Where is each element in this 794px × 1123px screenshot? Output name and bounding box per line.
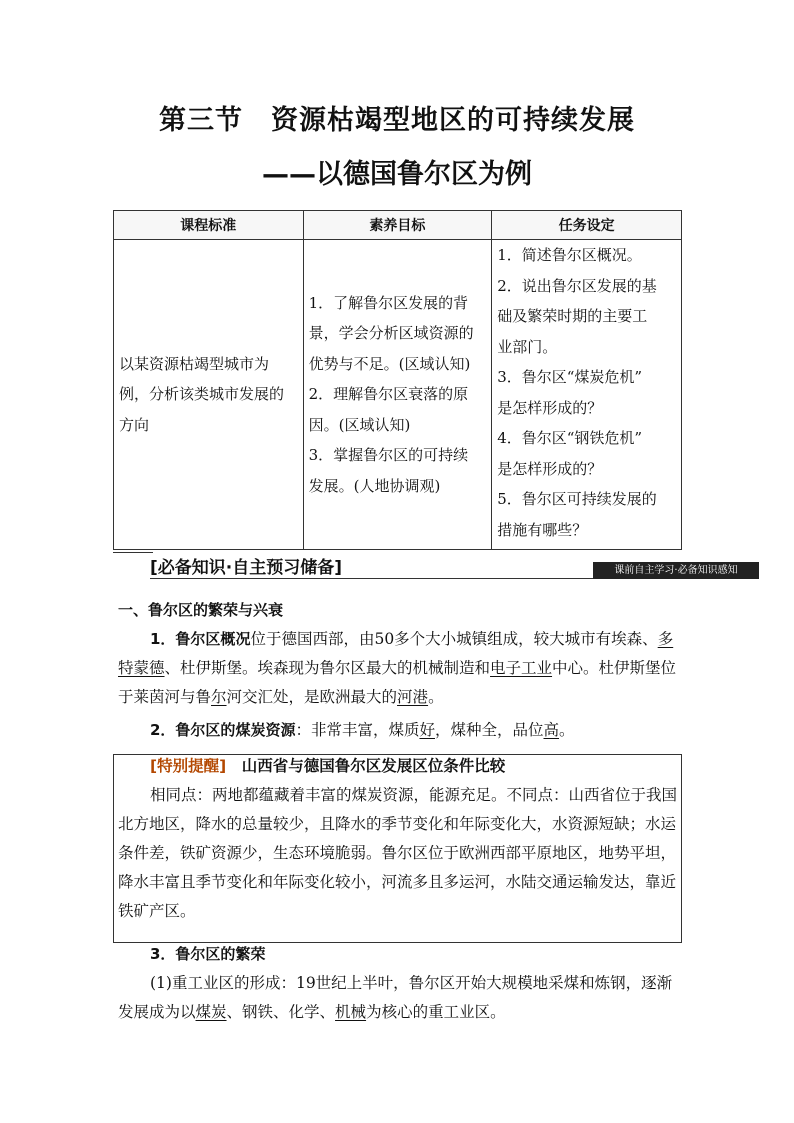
cell-line: 业部门。 xyxy=(497,337,558,356)
cell-line: 3．鲁尔区“煤炭危机” xyxy=(497,368,643,386)
underlined-term: 高 xyxy=(543,721,560,739)
cell-line: 5．鲁尔区可持续发展的 xyxy=(497,490,657,508)
tip-heading-line xyxy=(150,752,678,781)
table-header-row xyxy=(114,211,682,240)
cell-line: 方向 xyxy=(119,415,150,434)
para-text: 。 xyxy=(428,688,444,706)
underlined-term: 电子工业 xyxy=(490,659,553,677)
paragraph-heavy-industry xyxy=(118,969,680,1027)
header-tasks: 任务设定 xyxy=(492,211,682,240)
heading-prosperity: 一、鲁尔区的繁荣与兴衰 xyxy=(118,601,284,619)
cell-line: 4．鲁尔区“钢铁危机” xyxy=(497,429,643,447)
cell-line: 以某资源枯竭型城市为 xyxy=(119,354,270,373)
para-text: ，煤种全，品位 xyxy=(434,721,544,739)
underlined-term: 河港 xyxy=(397,688,429,706)
table-row xyxy=(114,240,682,550)
section-title: [必备知识·自主预习储备] xyxy=(150,558,342,578)
curriculum-table xyxy=(113,210,682,550)
header-standard: 课程标准 xyxy=(114,211,304,240)
para-text: 位于德国西部，由50多个大小城镇组成，较大城市有埃森、 xyxy=(250,630,658,648)
page-subtitle: ——以德国鲁尔区为例 xyxy=(262,159,532,190)
cell-line: 2．说出鲁尔区发展的基 xyxy=(497,276,657,295)
underlined-term: 机械 xyxy=(335,1003,367,1021)
page-title: 第三节 资源枯竭型地区的可持续发展 xyxy=(159,105,635,136)
cell-tasks xyxy=(492,240,682,550)
para-text: 河交汇处，是欧洲最大的 xyxy=(226,688,398,706)
cell-line: 因。(区域认知) xyxy=(308,415,411,434)
cell-line: 优势与不足。(区域认知) xyxy=(308,354,471,373)
para-text: 。 xyxy=(559,721,575,739)
para-text: 为核心的重工业区。 xyxy=(366,1003,506,1021)
cell-line: 发展。(人地协调观) xyxy=(308,476,441,495)
para-label: 1．鲁尔区概况 xyxy=(150,630,251,648)
tip-body: 相同点：两地都蕴藏着丰富的煤炭资源，能源充足。不同点：山西省位于我国北方地区，降水的总量较少，且降水的季节变化和年际变化大，水资源短缺；水运条件差，铁矿资源少，生态环境脆弱。鲁尔区位于欧洲西部平原地区，地势平坦，降水丰富且季节变化和年际变化较小，河流多且多运河，水陆交通运输发达，靠近铁矿产区。 xyxy=(118,786,678,920)
underlined-term: 多特蒙德 xyxy=(118,630,674,677)
tip-label: [特别提醒] xyxy=(150,757,227,775)
para-label: 2．鲁尔区的煤炭资源 xyxy=(150,721,296,739)
para-text: 、钢铁、化学、 xyxy=(226,1003,336,1021)
cell-line: 例，分析该类城市发展的 xyxy=(119,385,285,404)
para-text: (1)重工业区的形成：19世纪上半叶，鲁尔区开始大规模地采煤和炼钢，逐渐发展成为以 xyxy=(118,974,673,1021)
cell-line: 措施有哪些？ xyxy=(497,520,588,539)
underlined-term: 好 xyxy=(419,721,435,739)
cell-goals xyxy=(303,240,492,550)
underlined-term: 煤炭 xyxy=(195,1003,227,1021)
cell-line: 础及繁荣时期的主要工 xyxy=(497,307,648,325)
cell-standard xyxy=(114,240,304,550)
cell-line: 景，学会分析区域资源的 xyxy=(308,324,474,343)
paragraph-overview xyxy=(118,625,680,712)
para-text: 、杜伊斯堡。埃森现为鲁尔区最大的机械制造和 xyxy=(164,659,491,677)
para-text: 中心。杜伊斯堡位于莱茵河与鲁 xyxy=(118,659,677,706)
cell-line: 是怎样形成的？ xyxy=(497,398,603,417)
header-goals: 素养目标 xyxy=(303,211,492,240)
paragraph-coal xyxy=(118,716,680,745)
cell-line: 是怎样形成的？ xyxy=(497,459,603,478)
cell-line: 1．简述鲁尔区概况。 xyxy=(497,246,642,264)
underlined-term: 尔 xyxy=(211,688,227,706)
para-text: ：非常丰富，煤质 xyxy=(295,721,420,739)
cell-line: 1．了解鲁尔区发展的背 xyxy=(308,293,469,312)
cell-line: 3．掌握鲁尔区的可持续 xyxy=(308,446,469,465)
section-tag: 课前自主学习·必备知识感知 xyxy=(593,562,759,579)
tip-heading: 山西省与德国鲁尔区发展区位条件比较 xyxy=(241,757,506,775)
cell-line: 2．理解鲁尔区衰落的原 xyxy=(308,385,469,404)
heading-prosperity-3: 3．鲁尔区的繁荣 xyxy=(150,945,266,963)
section-rule-left xyxy=(113,552,153,553)
